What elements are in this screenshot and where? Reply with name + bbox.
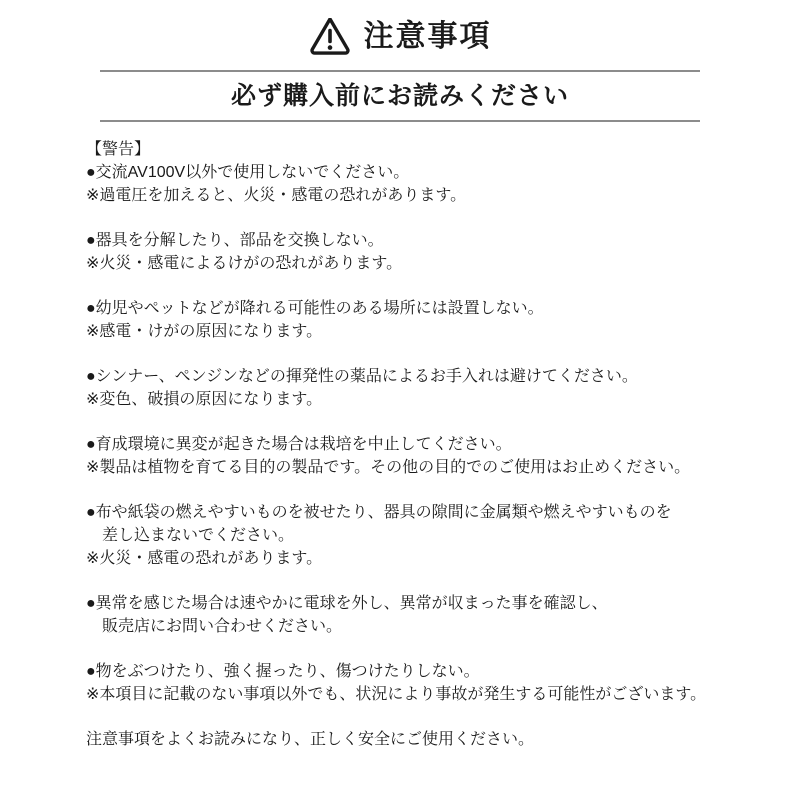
warning-group — [86, 592, 740, 638]
warning-line: ●育成環境に異変が起きた場合は栽培を中止してください。 — [86, 436, 512, 453]
warning-note-line: ※過電圧を加えると、火災・感電の恐れがあります。 — [86, 187, 467, 204]
page-title: 注意事項 — [363, 20, 492, 53]
warning-line: ●物をぶつけたり、強く握ったり、傷つけたりしない。 — [86, 663, 480, 680]
warning-group — [86, 297, 740, 343]
divider-top — [100, 70, 700, 72]
warning-note-line: ※火災・感電によるけがの恐れがあります。 — [86, 255, 403, 272]
warning-group — [86, 365, 740, 411]
warning-line: ●交流AV100V以外で使用しないでください。 — [86, 164, 410, 181]
warning-note-line: ※火災・感電の恐れがあります。 — [86, 550, 323, 567]
section-label: 【警告】 — [86, 141, 151, 158]
warning-line: ●シンナー、ペンジンなどの揮発性の薬品によるお手入れは避けてください。 — [86, 368, 638, 385]
warning-line-continuation: 差し込まないでください。 — [86, 527, 295, 544]
warning-group — [86, 229, 740, 275]
warning-group — [86, 660, 740, 706]
warning-line-continuation: 販売店にお問い合わせください。 — [86, 618, 343, 635]
warning-note-line: ※感電・けがの原因になります。 — [86, 323, 323, 340]
page-header — [0, 0, 800, 59]
warning-line: ●器具を分解したり、部品を交換しない。 — [86, 232, 384, 249]
page-subtitle: 必ず購入前にお読みください — [230, 82, 569, 110]
warning-triangle-icon — [309, 18, 351, 56]
warning-note-line: ※本項目に記載のない事項以外でも、状況により事故が発生する可能性がございます。 — [86, 686, 707, 703]
warning-line: ●異常を感じた場合は速やかに電球を外し、異常が収まった事を確認し、 — [86, 595, 608, 612]
warning-note-line: ※変色、破損の原因になります。 — [86, 391, 323, 408]
warning-note-line: ※製品は植物を育てる目的の製品です。その他の目的でのご使用はお止めください。 — [86, 459, 691, 476]
closing-note: 注意事項をよくお読みになり、正しく安全にご使用ください。 — [86, 731, 535, 748]
warning-group — [86, 433, 740, 479]
warning-line: ●布や紙袋の燃えやすいものを被せたり、器具の隙間に金属類や燃えやすいものを — [86, 504, 672, 521]
warning-line: ●幼児やペットなどが降れる可能性のある場所には設置しない。 — [86, 300, 544, 317]
warning-content — [0, 122, 800, 751]
warning-group — [86, 501, 740, 570]
warning-group — [86, 161, 740, 207]
